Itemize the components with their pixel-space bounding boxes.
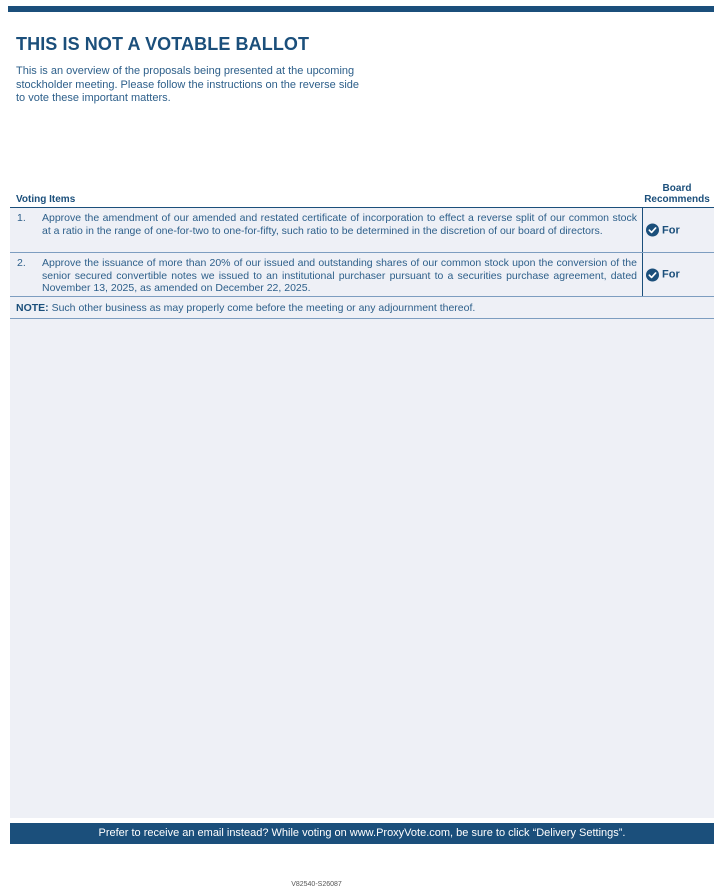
item-description: Approve the issuance of more than 20% of our issued and outstanding shares of our common stock upon the conversion of the senior secured convertible notes we issued to an institutional purchaser pursuant to a securities purchase agreement, dated November 13, 2025, as amended on December 22, 2025. — [42, 257, 637, 294]
item-number: 1. — [17, 212, 26, 224]
voting-items-heading: Voting Items — [16, 194, 76, 205]
check-circle-icon — [646, 224, 659, 237]
voting-item-2 — [10, 253, 714, 297]
recommendation-divider — [642, 253, 643, 296]
note-label: NOTE: — [16, 302, 49, 314]
board-recommendation — [646, 268, 680, 281]
page-title: THIS IS NOT A VOTABLE BALLOT — [16, 34, 310, 54]
document-code: V82540-S26087 — [291, 881, 342, 888]
item-description: Approve the amendment of our amended and restated certificate of incorporation to effect a reverse split of our common stock at a ratio in the range of one-for-two to one-for-fifty, such ratio to be determined in the discretion of our board of directors. — [42, 212, 637, 237]
item-number: 2. — [17, 257, 26, 269]
note-text: Such other business as may properly come before the meeting or any adjournment thereof. — [48, 302, 476, 314]
recommendation-value: For — [662, 224, 680, 236]
board-recommends-heading — [642, 183, 712, 205]
board-label-line2: Recommends — [644, 194, 710, 205]
recommendation-value: For — [662, 268, 680, 281]
top-accent-bar — [8, 6, 714, 12]
board-label-line1: Board — [662, 183, 692, 194]
note-content — [16, 302, 475, 314]
check-circle-icon — [646, 268, 659, 281]
intro-text: This is an overview of the proposals being presented at the upcoming stockholder meeting. Please follow the instructions on the reverse side to vote these important matters. — [16, 65, 360, 104]
note-row — [10, 297, 714, 319]
email-delivery-banner: Prefer to receive an email instead? While voting on www.ProxyVote.com, be sure to click “Delivery Settings”. — [10, 823, 714, 844]
voting-table-header — [10, 182, 714, 206]
board-recommendation — [646, 224, 680, 237]
voting-item-1 — [10, 208, 714, 253]
recommendation-divider — [642, 208, 643, 252]
